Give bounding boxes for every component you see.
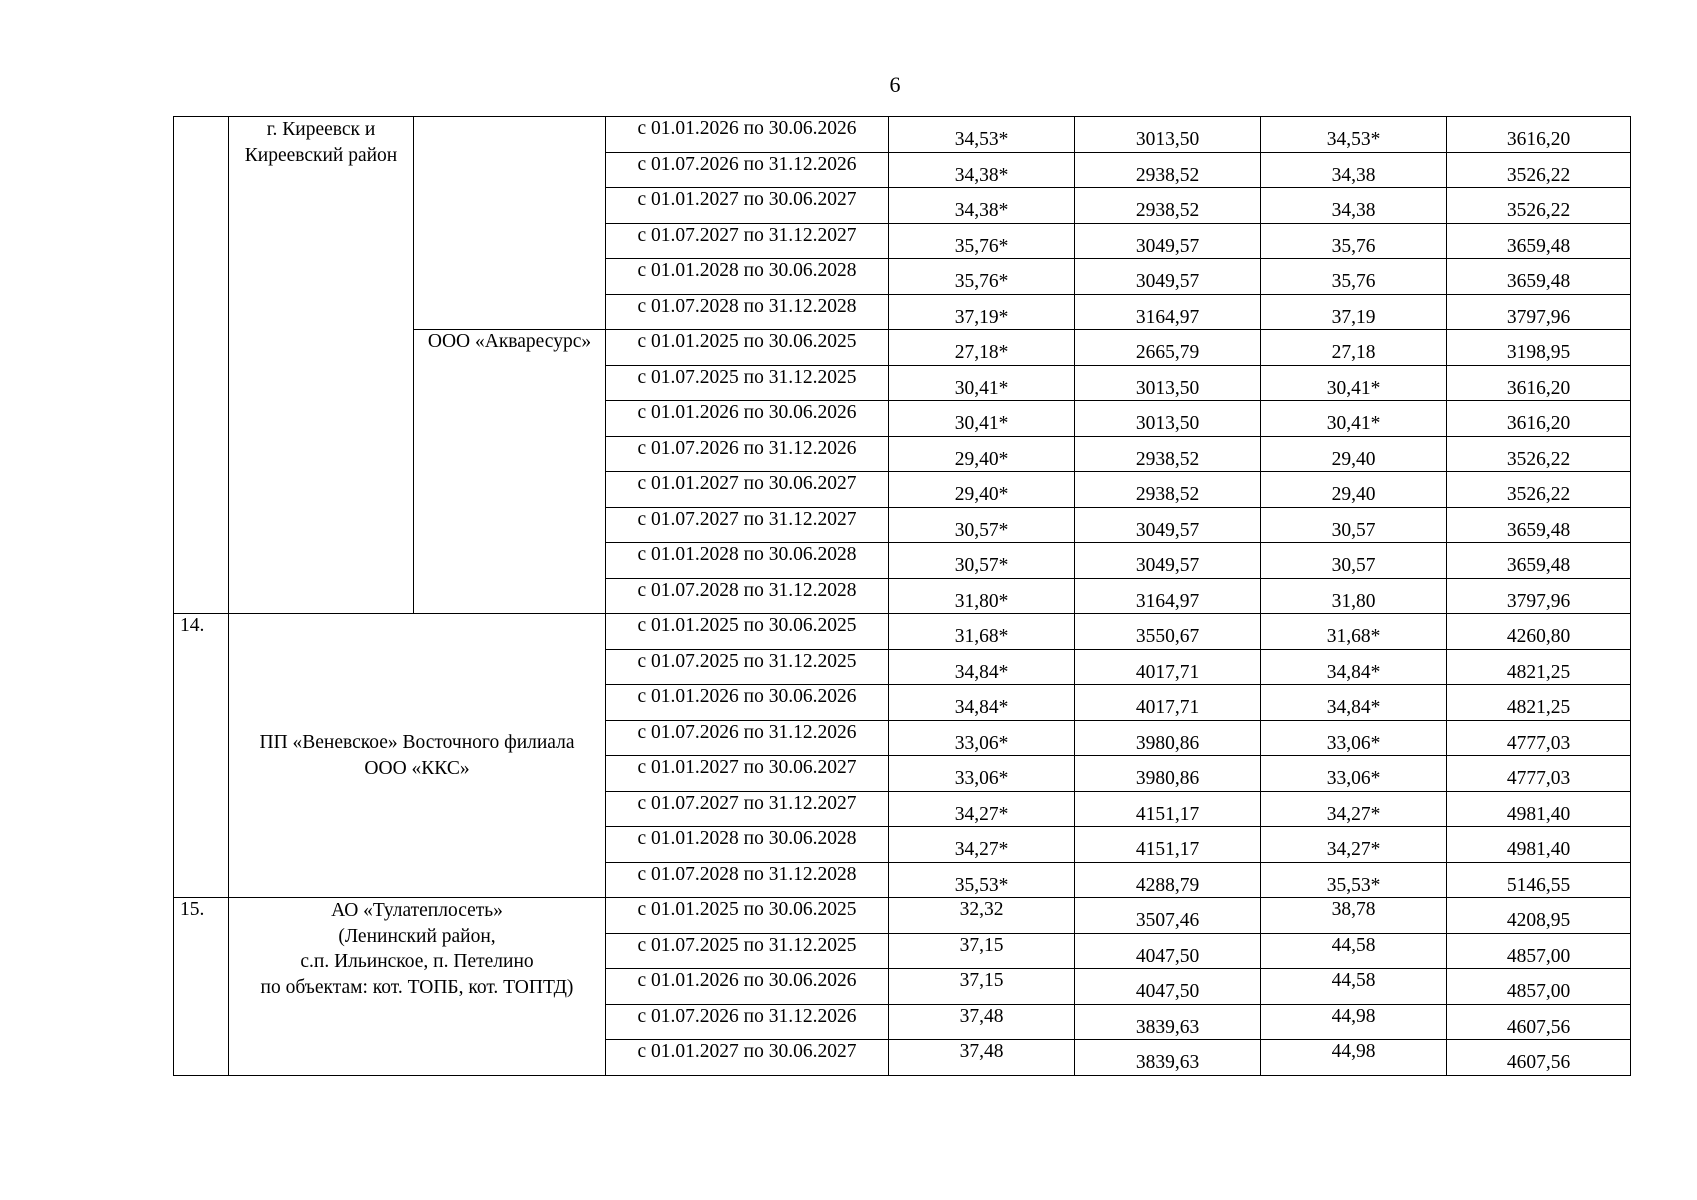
value-cell-v1: 34,38*	[889, 152, 1075, 188]
value-cell-v3: 35,76	[1261, 223, 1447, 259]
value-cell-v4: 3797,96	[1447, 294, 1631, 330]
value-cell-v4: 4607,56	[1447, 1004, 1631, 1040]
value-cell-v3: 29,40	[1261, 436, 1447, 472]
period-cell: с 01.01.2025 по 30.06.2025	[606, 330, 889, 366]
period-cell: с 01.01.2028 по 30.06.2028	[606, 827, 889, 863]
value-cell-v1: 34,84*	[889, 685, 1075, 721]
value-cell-v2: 3550,67	[1075, 614, 1261, 650]
value-cell-v1: 31,68*	[889, 614, 1075, 650]
period-cell: с 01.01.2026 по 30.06.2026	[606, 685, 889, 721]
row-number-cell	[174, 117, 229, 614]
value-cell-v4: 4981,40	[1447, 827, 1631, 863]
value-cell-v2: 4047,50	[1075, 969, 1261, 1005]
cell-text-line: АО «Тулатеплосеть»	[331, 900, 503, 921]
value-cell-v1: 37,19*	[889, 294, 1075, 330]
value-cell-v2: 4151,17	[1075, 827, 1261, 863]
value-cell-v1: 35,53*	[889, 862, 1075, 898]
value-cell-v4: 4260,80	[1447, 614, 1631, 650]
value-cell-v2: 2938,52	[1075, 472, 1261, 508]
value-cell-v4: 3797,96	[1447, 578, 1631, 614]
organization-cell	[229, 614, 606, 898]
value-cell-v4: 4857,00	[1447, 969, 1631, 1005]
value-cell-v3: 44,58	[1261, 933, 1447, 969]
period-cell: с 01.07.2027 по 31.12.2027	[606, 223, 889, 259]
value-cell-v4: 4777,03	[1447, 756, 1631, 792]
value-cell-v3: 34,53*	[1261, 117, 1447, 153]
value-cell-v3: 30,57	[1261, 543, 1447, 579]
value-cell-v3: 44,98	[1261, 1040, 1447, 1076]
value-cell-v2: 4151,17	[1075, 791, 1261, 827]
organization-cell: ООО «Акваресурс»	[414, 330, 606, 614]
value-cell-v1: 32,32	[889, 898, 1075, 934]
cell-text-line: ПП «Веневское» Восточного филиала	[259, 731, 575, 753]
value-cell-v3: 37,19	[1261, 294, 1447, 330]
period-cell: с 01.07.2028 по 31.12.2028	[606, 862, 889, 898]
value-cell-v1: 29,40*	[889, 472, 1075, 508]
value-cell-v3: 29,40	[1261, 472, 1447, 508]
value-cell-v4: 4857,00	[1447, 933, 1631, 969]
value-cell-v1: 29,40*	[889, 436, 1075, 472]
period-cell: с 01.01.2027 по 30.06.2027	[606, 756, 889, 792]
value-cell-v3: 31,80	[1261, 578, 1447, 614]
value-cell-v3: 33,06*	[1261, 720, 1447, 756]
period-cell: с 01.01.2026 по 30.06.2026	[606, 969, 889, 1005]
value-cell-v4: 4607,56	[1447, 1040, 1631, 1076]
value-cell-v1: 33,06*	[889, 756, 1075, 792]
period-cell: с 01.01.2027 по 30.06.2027	[606, 1040, 889, 1076]
organization-cell	[229, 898, 606, 1076]
value-cell-v3: 27,18	[1261, 330, 1447, 366]
period-cell: с 01.07.2028 по 31.12.2028	[606, 578, 889, 614]
value-cell-v2: 3507,46	[1075, 898, 1261, 934]
value-cell-v4: 4981,40	[1447, 791, 1631, 827]
value-cell-v2: 2938,52	[1075, 152, 1261, 188]
value-cell-v2: 4047,50	[1075, 933, 1261, 969]
value-cell-v2: 3049,57	[1075, 507, 1261, 543]
value-cell-v3: 34,27*	[1261, 791, 1447, 827]
value-cell-v1: 35,76*	[889, 259, 1075, 295]
period-cell: с 01.07.2026 по 31.12.2026	[606, 152, 889, 188]
value-cell-v2: 3164,97	[1075, 578, 1261, 614]
value-cell-v4: 4821,25	[1447, 685, 1631, 721]
table-row	[174, 614, 1631, 650]
value-cell-v2: 3049,57	[1075, 543, 1261, 579]
value-cell-v1: 33,06*	[889, 720, 1075, 756]
cell-text-line: Киреевский район	[244, 144, 398, 166]
value-cell-v4: 4777,03	[1447, 720, 1631, 756]
cell-text-line: г. Киреевск и	[266, 119, 376, 140]
period-cell: с 01.07.2026 по 31.12.2026	[606, 1004, 889, 1040]
value-cell-v2: 2665,79	[1075, 330, 1261, 366]
value-cell-v3: 31,68*	[1261, 614, 1447, 650]
value-cell-v2: 3839,63	[1075, 1004, 1261, 1040]
period-cell: с 01.07.2027 по 31.12.2027	[606, 791, 889, 827]
value-cell-v4: 3526,22	[1447, 472, 1631, 508]
value-cell-v1: 27,18*	[889, 330, 1075, 366]
value-cell-v3: 30,41*	[1261, 401, 1447, 437]
table-row	[174, 117, 1631, 153]
value-cell-v2: 3980,86	[1075, 756, 1261, 792]
value-cell-v4: 3659,48	[1447, 507, 1631, 543]
cell-text-line: по объектам: кот. ТОПБ, кот. ТОПТД)	[260, 977, 574, 999]
value-cell-v3: 33,06*	[1261, 756, 1447, 792]
value-cell-v2: 3013,50	[1075, 401, 1261, 437]
value-cell-v3: 34,38	[1261, 188, 1447, 224]
value-cell-v1: 37,15	[889, 933, 1075, 969]
value-cell-v1: 35,76*	[889, 223, 1075, 259]
value-cell-v1: 37,48	[889, 1040, 1075, 1076]
period-cell: с 01.07.2028 по 31.12.2028	[606, 294, 889, 330]
value-cell-v4: 3198,95	[1447, 330, 1631, 366]
row-number-cell: 14.	[174, 614, 229, 898]
value-cell-v1: 31,80*	[889, 578, 1075, 614]
value-cell-v3: 34,27*	[1261, 827, 1447, 863]
value-cell-v2: 2938,52	[1075, 436, 1261, 472]
cell-text-line: ООО «ККС»	[364, 757, 470, 779]
value-cell-v3: 44,98	[1261, 1004, 1447, 1040]
value-cell-v2: 3049,57	[1075, 223, 1261, 259]
period-cell: с 01.07.2025 по 31.12.2025	[606, 365, 889, 401]
row-number-cell: 15.	[174, 898, 229, 1076]
value-cell-v4: 4821,25	[1447, 649, 1631, 685]
value-cell-v3: 35,76	[1261, 259, 1447, 295]
value-cell-v1: 30,41*	[889, 365, 1075, 401]
value-cell-v4: 3616,20	[1447, 401, 1631, 437]
period-cell: с 01.07.2025 по 31.12.2025	[606, 649, 889, 685]
value-cell-v1: 30,57*	[889, 543, 1075, 579]
value-cell-v4: 5146,55	[1447, 862, 1631, 898]
value-cell-v1: 30,41*	[889, 401, 1075, 437]
value-cell-v1: 30,57*	[889, 507, 1075, 543]
period-cell: с 01.01.2026 по 30.06.2026	[606, 401, 889, 437]
value-cell-v4: 3659,48	[1447, 543, 1631, 579]
period-cell: с 01.01.2027 по 30.06.2027	[606, 472, 889, 508]
cell-text-line: (Ленинский район,	[338, 925, 496, 947]
area-cell	[229, 117, 414, 614]
value-cell-v4: 3616,20	[1447, 117, 1631, 153]
value-cell-v2: 2938,52	[1075, 188, 1261, 224]
value-cell-v4: 3659,48	[1447, 223, 1631, 259]
value-cell-v3: 44,58	[1261, 969, 1447, 1005]
value-cell-v2: 3049,57	[1075, 259, 1261, 295]
value-cell-v4: 3526,22	[1447, 436, 1631, 472]
value-cell-v3: 34,84*	[1261, 649, 1447, 685]
value-cell-v2: 4017,71	[1075, 649, 1261, 685]
value-cell-v3: 35,53*	[1261, 862, 1447, 898]
value-cell-v3: 38,78	[1261, 898, 1447, 934]
value-cell-v1: 34,84*	[889, 649, 1075, 685]
tariff-table	[173, 116, 1631, 1076]
period-cell: с 01.01.2028 по 30.06.2028	[606, 259, 889, 295]
period-cell: с 01.01.2027 по 30.06.2027	[606, 188, 889, 224]
value-cell-v3: 34,84*	[1261, 685, 1447, 721]
value-cell-v4: 3616,20	[1447, 365, 1631, 401]
period-cell: с 01.01.2028 по 30.06.2028	[606, 543, 889, 579]
value-cell-v2: 3013,50	[1075, 117, 1261, 153]
value-cell-v2: 4288,79	[1075, 862, 1261, 898]
period-cell: с 01.01.2026 по 30.06.2026	[606, 117, 889, 153]
value-cell-v1: 34,27*	[889, 827, 1075, 863]
value-cell-v4: 3659,48	[1447, 259, 1631, 295]
page-number: 6	[889, 72, 901, 97]
value-cell-v3: 34,38	[1261, 152, 1447, 188]
value-cell-v1: 34,27*	[889, 791, 1075, 827]
value-cell-v2: 3164,97	[1075, 294, 1261, 330]
value-cell-v3: 30,57	[1261, 507, 1447, 543]
value-cell-v4: 4208,95	[1447, 898, 1631, 934]
period-cell: с 01.01.2025 по 30.06.2025	[606, 898, 889, 934]
value-cell-v2: 3839,63	[1075, 1040, 1261, 1076]
value-cell-v1: 37,48	[889, 1004, 1075, 1040]
value-cell-v3: 30,41*	[1261, 365, 1447, 401]
value-cell-v4: 3526,22	[1447, 152, 1631, 188]
organization-cell	[414, 117, 606, 330]
value-cell-v2: 3013,50	[1075, 365, 1261, 401]
value-cell-v1: 37,15	[889, 969, 1075, 1005]
value-cell-v1: 34,53*	[889, 117, 1075, 153]
value-cell-v1: 34,38*	[889, 188, 1075, 224]
period-cell: с 01.01.2025 по 30.06.2025	[606, 614, 889, 650]
value-cell-v2: 3980,86	[1075, 720, 1261, 756]
cell-text-line: с.п. Ильинское, п. Петелино	[300, 951, 534, 973]
table-row	[174, 898, 1631, 934]
period-cell: с 01.07.2026 по 31.12.2026	[606, 436, 889, 472]
period-cell: с 01.07.2026 по 31.12.2026	[606, 720, 889, 756]
period-cell: с 01.07.2027 по 31.12.2027	[606, 507, 889, 543]
period-cell: с 01.07.2025 по 31.12.2025	[606, 933, 889, 969]
value-cell-v4: 3526,22	[1447, 188, 1631, 224]
value-cell-v2: 4017,71	[1075, 685, 1261, 721]
